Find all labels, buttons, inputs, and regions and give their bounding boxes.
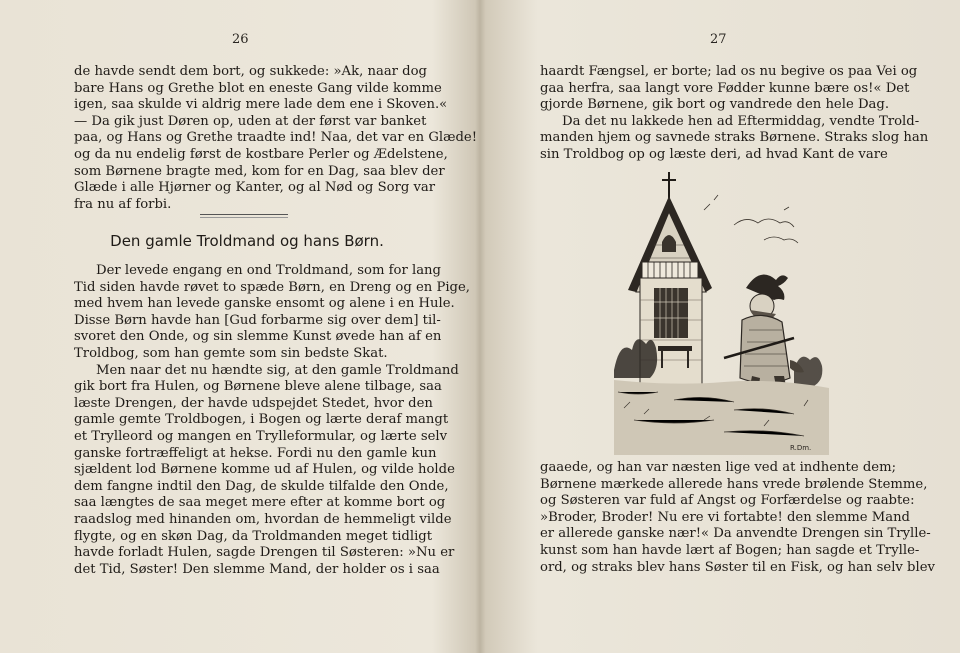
text-line: som Børnene bragte med, kom for en Dag, saa blev der xyxy=(74,163,445,179)
story-text xyxy=(74,263,470,578)
text-line: fra nu af forbi. xyxy=(74,196,172,212)
left-page xyxy=(0,0,478,653)
text-line: paa, og Hans og Grethe traadte ind! Naa, det var en Glæde! xyxy=(74,130,478,146)
left-top-paragraph xyxy=(74,64,478,213)
text-line: læste Drengen, der havde udspejdet Stedet, hvor den xyxy=(74,395,433,411)
text-line: ord, og straks blev hans Søster til en Fisk, og han selv blev xyxy=(540,559,935,575)
text-line: gjorde Børnene, gik bort og vandrede den hele Dag. xyxy=(540,97,890,113)
text-line: sin Troldbog op og læste deri, ad hvad Kant de vare xyxy=(540,146,888,162)
text-line: gik bort fra Hulen, og Børnene bleve alene tilbage, saa xyxy=(74,379,442,395)
text-line: kunst som han havde lært af Bogen; han sagde et Trylle- xyxy=(540,542,920,558)
text-line: Da det nu lakkede hen ad Eftermiddag, vendte Trold- xyxy=(562,113,920,129)
story-heading: Den gamle Troldmand og hans Børn. xyxy=(110,232,384,250)
text-line: Disse Børn havde han [Gud forbarme sig over dem] til- xyxy=(74,312,441,328)
text-line: er allerede ganske nær!« Da anvendte Drengen sin Trylle- xyxy=(540,526,931,542)
right-bottom-paragraph xyxy=(540,460,935,576)
text-line: bare Hans og Grethe blot en eneste Gang vilde komme xyxy=(74,80,442,96)
text-line: ganske fortræffeligt at hekse. Fordi nu den gamle kun xyxy=(74,445,437,461)
text-line: sjældent lod Børnene komme ud af Hulen, og vilde holde xyxy=(74,462,455,478)
text-line: gaa herfra, saa langt vore Fødder kunne bære os!« Det xyxy=(540,80,910,96)
text-line: flygte, og en skøn Dag, da Troldmanden meget tidligt xyxy=(74,528,433,544)
text-line: Glæde i alle Hjørner og Kanter, og al Nød og Sorg var xyxy=(74,180,436,196)
text-line: Tid siden havde røvet to spæde Børn, en Dreng og en Pige, xyxy=(74,279,470,295)
section-divider xyxy=(200,214,288,218)
illustration-signature: R.Dm. xyxy=(790,444,812,452)
text-line: havde forladt Hulen, sagde Drengen til Søsteren: »Nu er xyxy=(74,545,455,561)
text-line: gaaede, og han var næsten lige ved at indhente dem; xyxy=(540,460,897,475)
text-line: gamle gemte Troldbogen, i Bogen og lærte deraf mangt xyxy=(74,412,449,428)
troldmand-chapel-illustration-icon xyxy=(614,170,829,455)
right-page xyxy=(484,0,960,653)
text-line: med hvem han levede ganske ensomt og alene i en Hule. xyxy=(74,296,455,312)
text-line: dem fangne indtil den Dag, de skulde tilfalde den Onde, xyxy=(74,478,449,494)
page-number-left: 26 xyxy=(232,32,249,47)
text-line: de havde sendt dem bort, og sukkede: »Ak, naar dog xyxy=(74,64,427,79)
text-line: Men naar det nu hændte sig, at den gamle Troldmand xyxy=(96,362,459,378)
text-line: haardt Fængsel, er borte; lad os nu begive os paa Vei og xyxy=(540,64,918,79)
text-line: og Søsteren var fuld af Angst og Forfærdelse og raabte: xyxy=(540,493,915,509)
right-top-paragraph xyxy=(540,64,929,164)
page-number-right: 27 xyxy=(710,32,727,47)
text-line: igen, saa skulde vi aldrig mere lade dem ene i Skoven.« xyxy=(74,97,448,113)
text-line: et Trylleord og mangen en Trylleformular, og lærte selv xyxy=(74,428,448,444)
text-line: og da nu endelig først de kostbare Perler og Ædelstene, xyxy=(74,146,448,162)
text-line: Troldbog, som han gemte som sin bedste Skat. xyxy=(74,345,388,361)
text-line: svoret den Onde, og sin slemme Kunst øvede han af en xyxy=(74,329,442,345)
text-line: raadslog med hinanden om, hvordan de hemmeligt vilde xyxy=(74,511,452,527)
text-line: »Broder, Broder! Nu ere vi fortabte! den slemme Mand xyxy=(540,509,911,525)
text-line: saa længtes de saa meget mere efter at komme bort og xyxy=(74,495,446,511)
text-line: manden hjem og savnede straks Børnene. Straks slog han xyxy=(540,130,929,146)
text-line: Børnene mærkede allerede hans vrede brølende Stemme, xyxy=(540,476,928,492)
text-line: — Da gik just Døren op, uden at der først var banket xyxy=(74,113,427,129)
text-line: det Tid, Søster! Den slemme Mand, der holder os i saa xyxy=(74,561,440,577)
text-line: Der levede engang en ond Troldmand, som for lang xyxy=(96,263,441,278)
